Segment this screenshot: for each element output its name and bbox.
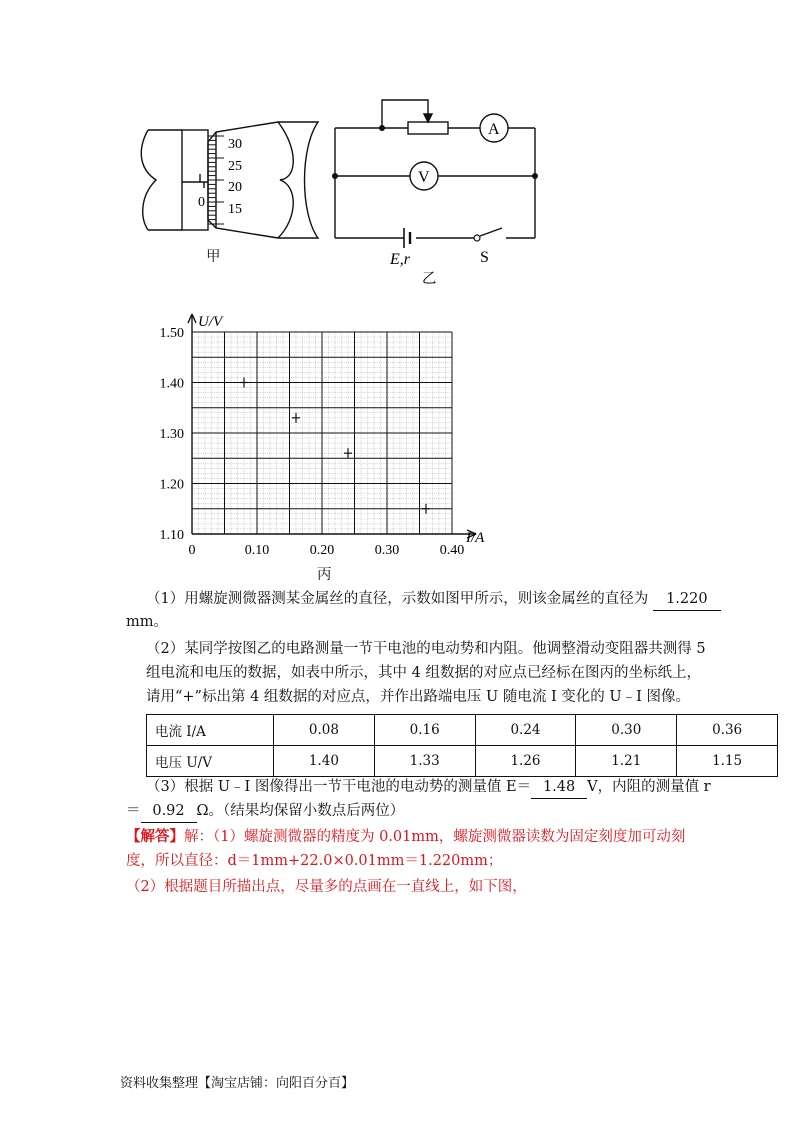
question-3-eq: ＝ — [126, 803, 141, 819]
ammeter-label: A — [488, 121, 500, 138]
main-scale-zero: 0 — [198, 195, 205, 210]
y-tick-label: 1.30 — [159, 427, 184, 442]
x-tick-label: 0.40 — [439, 543, 465, 558]
question-2-line-1: （2）某同学按图乙的电路测量一节干电池的电动势和内阻。他调整滑动变阻器共测得 5 — [146, 641, 706, 657]
question-3 — [146, 776, 711, 799]
solution-line-1 — [126, 826, 685, 848]
thimble-label-25: 25 — [228, 159, 242, 174]
thimble-label-15: 15 — [228, 202, 242, 217]
question-1 — [146, 588, 721, 611]
table-row — [147, 715, 778, 746]
question-3-mid: V，内阻的测量值 r — [587, 779, 711, 795]
circuit-figure — [330, 92, 550, 282]
solution-tag: 【解答】 — [126, 828, 184, 845]
question-2-line-2: 组电流和电压的数据，如表中所示，其中 4 组数据的对应点已经标在图丙的坐标纸上， — [146, 665, 701, 681]
table-row — [147, 746, 778, 777]
page-footer: 资料收集整理【淘宝店铺：向阳百分百】 — [120, 1076, 355, 1091]
voltmeter-label: V — [418, 169, 430, 186]
question-1-unit: mm。 — [126, 614, 168, 630]
data-point — [292, 413, 300, 423]
table-cell: 0.36 — [677, 715, 778, 746]
switch-label: S — [480, 249, 489, 266]
answer-resistance: 0.92 — [141, 800, 197, 823]
micrometer-figure — [130, 118, 340, 268]
current-header: 电流 I/A — [147, 715, 274, 746]
answer-emf: 1.48 — [531, 776, 587, 799]
battery-label: E,r — [390, 251, 410, 268]
figure-bing-caption: 丙 — [317, 567, 332, 583]
table-cell: 1.15 — [677, 746, 778, 777]
solution-line-3: （2）根据题目所描出点，尽量多的点画在一直线上，如下图， — [126, 879, 527, 895]
voltage-header: 电压 U/V — [147, 746, 274, 777]
solution-text-1: 解：（1）螺旋测微器的精度为 0.01mm，螺旋测微器读数为固定刻度加可动刻 — [184, 829, 686, 845]
thimble-label-30: 30 — [228, 137, 242, 152]
question-3-text: （3）根据 U﹣I 图像得出一节干电池的电动势的测量值 E＝ — [146, 779, 532, 795]
ui-graph — [140, 306, 510, 564]
table-cell: 1.40 — [274, 746, 375, 777]
y-tick-label: 1.10 — [159, 528, 184, 543]
figure-jia-caption: 甲 — [206, 249, 221, 265]
x-tick-label: 0.10 — [244, 543, 270, 558]
figure-yi-caption: 乙 — [422, 271, 437, 287]
x-tick-label: 0 — [188, 543, 196, 558]
solution-line-2: 度，所以直径：d＝1mm+22.0×0.01mm＝1.220mm； — [126, 853, 503, 869]
table-cell: 1.26 — [475, 746, 576, 777]
x-tick-label: 0.30 — [374, 543, 400, 558]
table-cell: 1.33 — [374, 746, 475, 777]
data-table — [146, 714, 778, 777]
data-point — [344, 448, 352, 458]
x-axis-label: I/A — [466, 530, 485, 546]
y-tick-label: 1.50 — [159, 326, 184, 341]
question-1-text: （1）用螺旋测微器测某金属丝的直径，示数如图甲所示，则该金属丝的直径为 — [146, 591, 649, 607]
thimble-label-20: 20 — [228, 180, 242, 195]
table-cell: 0.24 — [475, 715, 576, 746]
data-point — [422, 504, 430, 514]
table-cell: 0.08 — [274, 715, 375, 746]
x-tick-label: 0.20 — [309, 543, 335, 558]
question-3-line-2 — [126, 800, 404, 823]
table-cell: 1.21 — [576, 746, 677, 777]
question-2-line-3: 请用“+”标出第 4 组数据的对应点，并作出路端电压 U 随电流 I 变化的 U﹣I 图像。 — [146, 689, 690, 705]
answer-diameter: 1.220 — [653, 588, 721, 611]
y-tick-label: 1.40 — [159, 376, 184, 392]
table-cell: 0.30 — [576, 715, 677, 746]
data-point — [240, 378, 248, 388]
y-axis-label: U/V — [198, 314, 223, 330]
y-tick-label: 1.20 — [159, 477, 184, 493]
table-cell: 0.16 — [374, 715, 475, 746]
rheostat — [408, 122, 448, 134]
question-3-post: Ω。（结果均保留小数点后两位） — [196, 803, 405, 819]
